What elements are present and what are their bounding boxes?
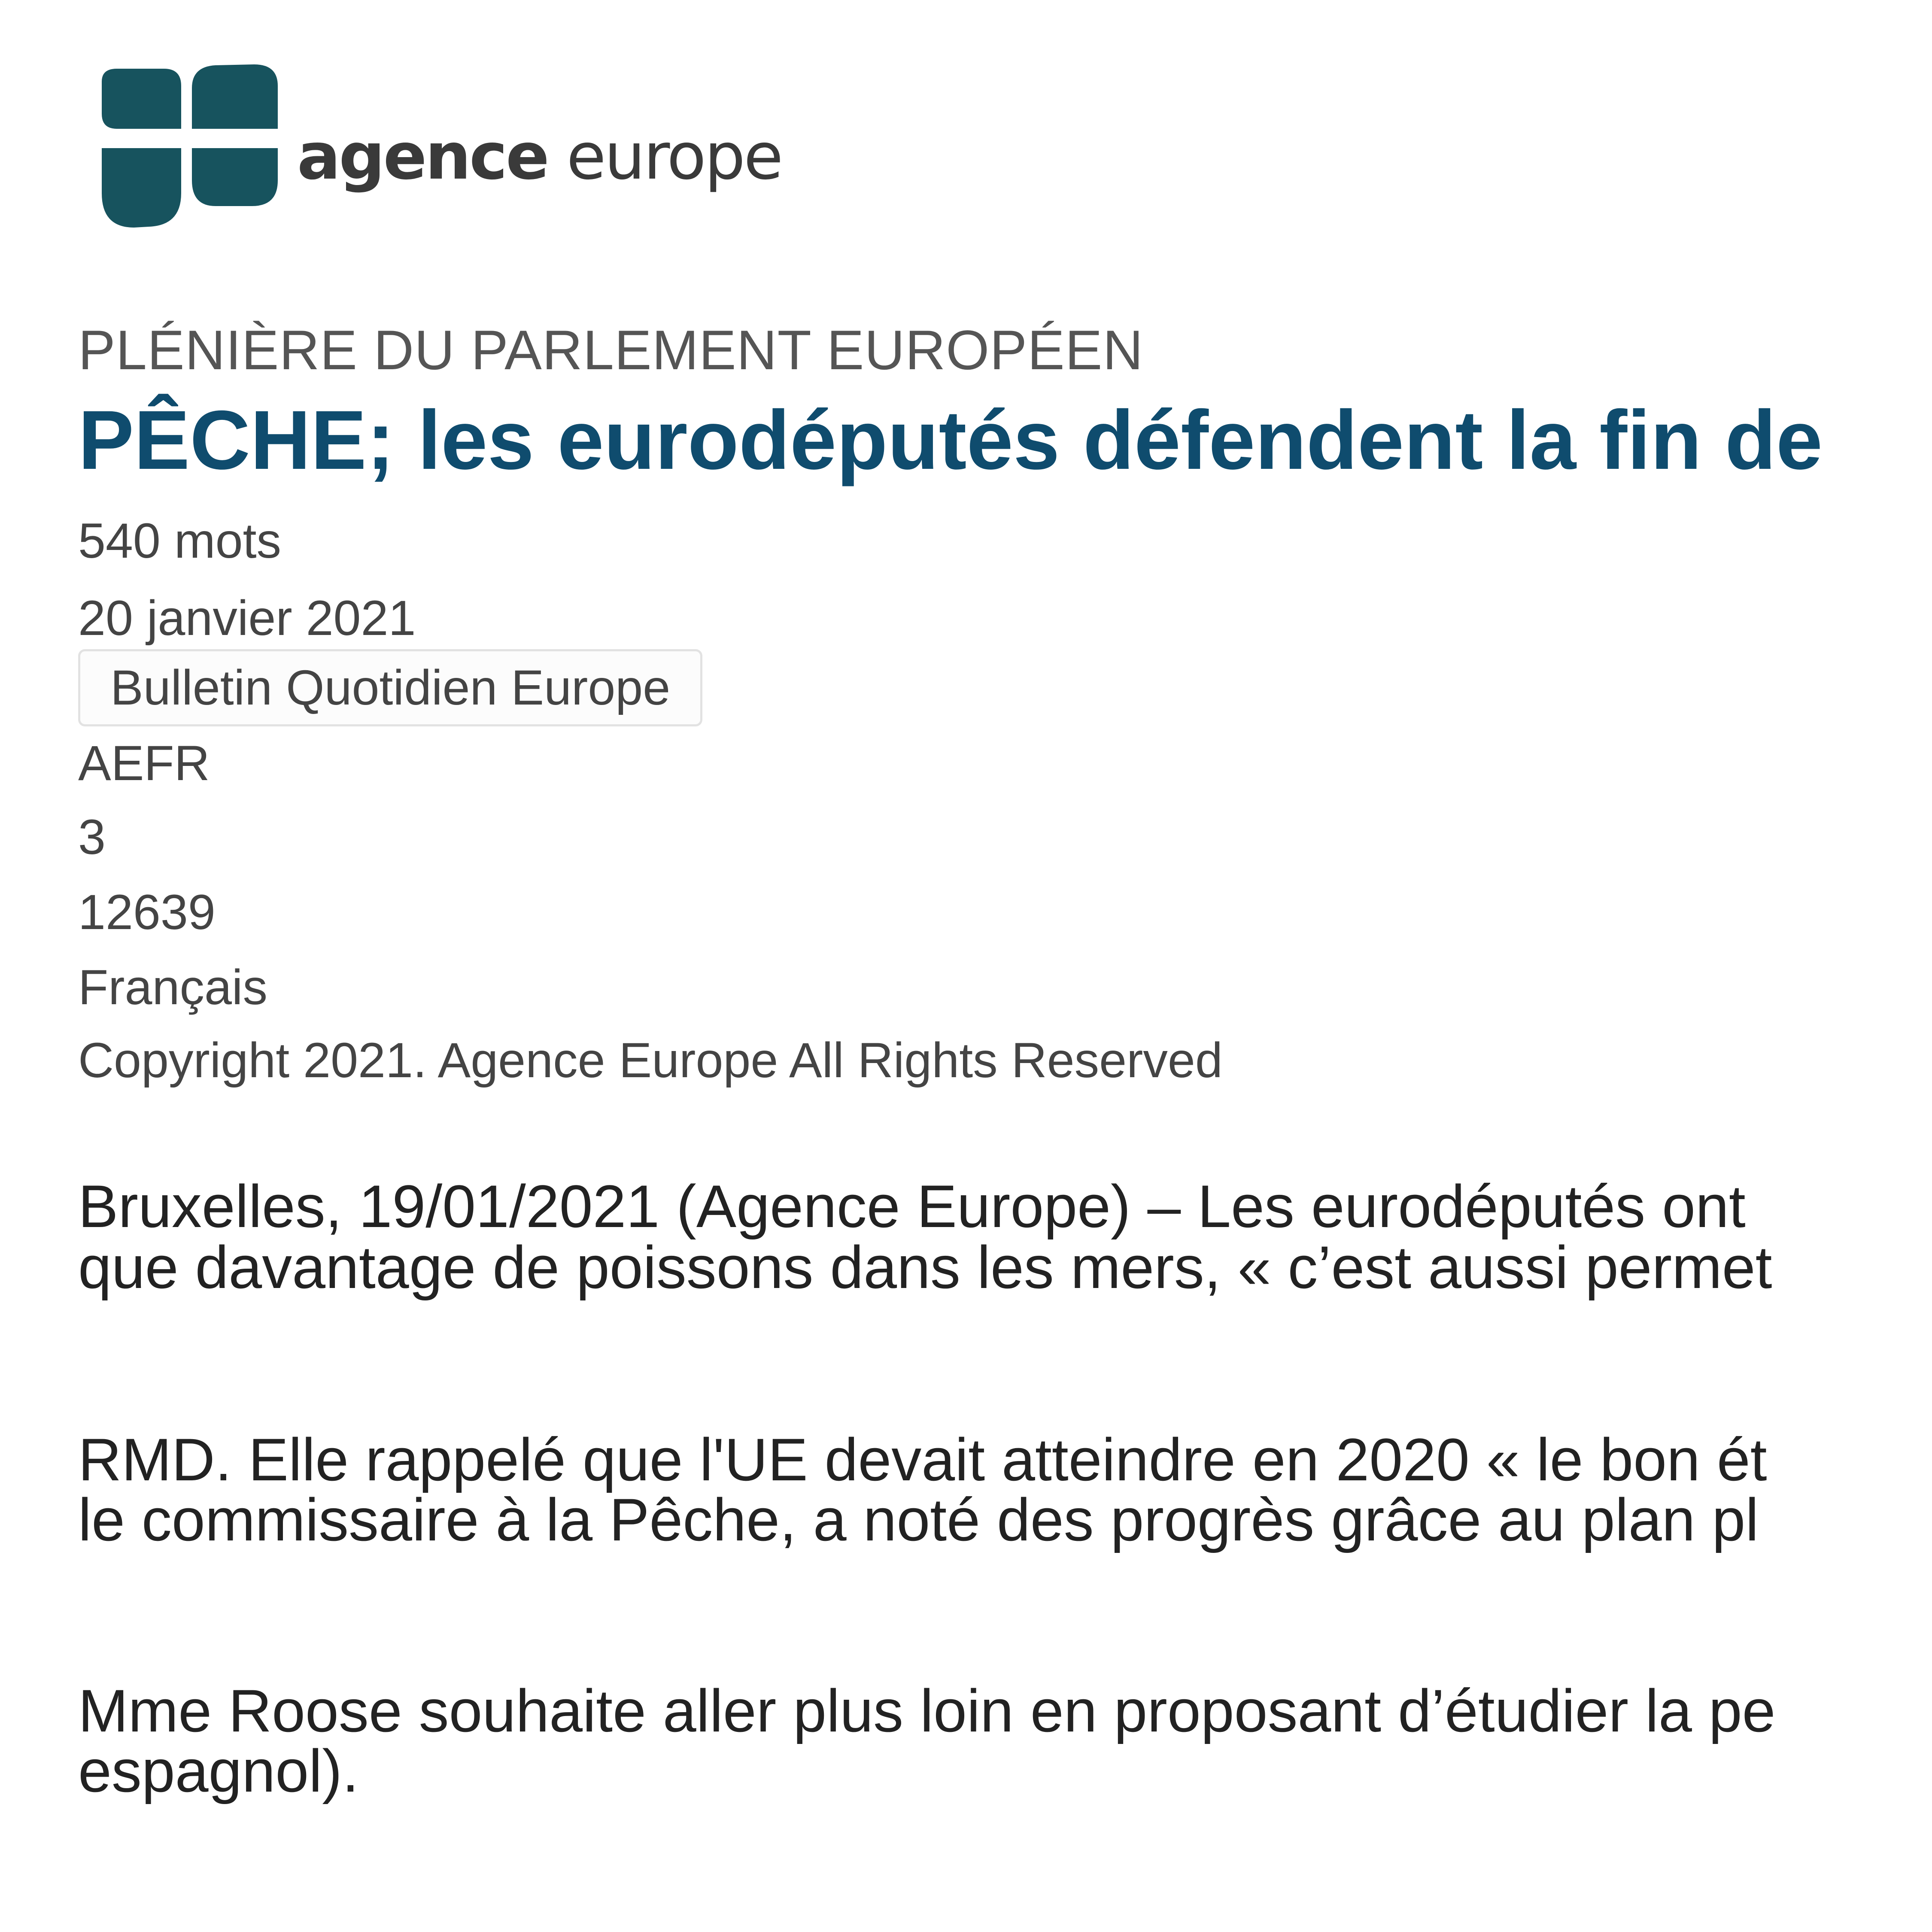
section-label: PLÉNIÈRE DU PARLEMENT EUROPÉEN (78, 319, 1144, 381)
agence-europe-logo-mark (100, 64, 280, 228)
logo-word-agence: agence (297, 119, 548, 194)
copyright-notice: Copyright 2021. Agence Europe All Rights Reserved (78, 1033, 1223, 1088)
language: Français (78, 960, 267, 1015)
paragraph-1-line-2: que davantage de poissons dans les mers, « c’est aussi permet (78, 1233, 1772, 1301)
issue-number: 12639 (78, 885, 216, 940)
paragraph-1-line-1: Bruxelles, 19/01/2021 (Agence Europe) – Les eurodéputés ont (78, 1173, 1746, 1240)
paragraph-3-line-1: Mme Roose souhaite aller plus loin en proposant d’étudier la pe (78, 1677, 1776, 1744)
page-number: 3 (78, 810, 106, 865)
paragraph-2-line-1: RMD. Elle rappelé que l'UE devait atteindre en 2020 « le bon ét (78, 1426, 1767, 1493)
article-headline: PÊCHE; les eurodéputés défendent la fin de (78, 393, 1823, 487)
agence-europe-logo (100, 64, 782, 228)
source-badge[interactable]: Bulletin Quotidien Europe (78, 649, 702, 726)
logo-word-europe: europe (547, 119, 782, 194)
source-code: AEFR (78, 736, 210, 791)
word-count: 540 mots (78, 513, 282, 568)
paragraph-3-line-2: espagnol). (78, 1737, 359, 1804)
publication-date: 20 janvier 2021 (78, 591, 416, 646)
paragraph-2-line-2: le commissaire à la Pêche, a noté des progrès grâce au plan pl (78, 1486, 1759, 1553)
logo-wordmark (297, 119, 782, 194)
